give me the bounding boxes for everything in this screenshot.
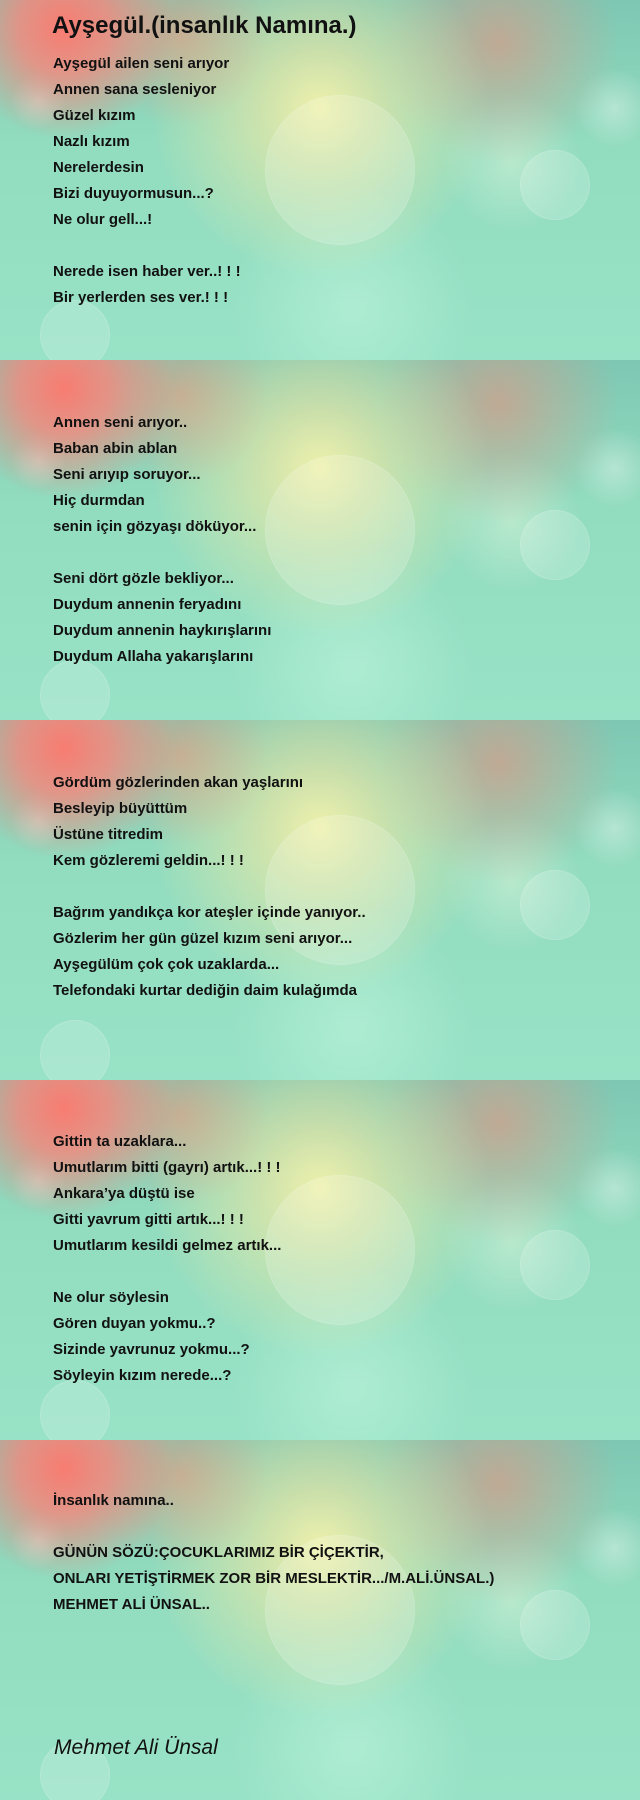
poem-line: Duydum annenin haykırışlarını <box>53 622 272 639</box>
poem-line: İnsanlık namına.. <box>53 1492 174 1509</box>
stanza-block <box>53 51 241 311</box>
bokeh-circle <box>520 150 590 220</box>
poem-panel-2 <box>0 360 640 720</box>
poem-line: Ayşegülüm çok çok uzaklarda... <box>53 956 280 973</box>
poem-line <box>53 540 271 566</box>
bokeh-circle <box>520 510 590 580</box>
poem-line: Bir yerlerden ses ver.! ! ! <box>53 289 229 306</box>
poem-title: Ayşegül.(insanlık Namına.) <box>52 12 357 39</box>
bokeh-circle <box>520 870 590 940</box>
poem-line: Gördüm gözlerinden akan yaşlarını <box>53 774 304 791</box>
poem-line: Ne olur gell...! <box>53 211 153 228</box>
bokeh-circle <box>265 95 415 245</box>
poem-line: Ne olur söylesin <box>53 1289 169 1306</box>
poem-panel-4 <box>0 1080 640 1440</box>
poem-line: MEHMET ALİ ÜNSAL.. <box>53 1596 210 1613</box>
poem-line: Seni dört gözle bekliyor... <box>53 570 234 587</box>
poem-line: Duydum annenin feryadını <box>53 596 242 613</box>
bokeh-circle <box>40 1380 110 1440</box>
poem-line: Güzel kızım <box>53 107 136 124</box>
poem-line: Bizi duyuyormusun...? <box>53 185 214 202</box>
poem-line: Umutlarım bitti (gayrı) artık...! ! ! <box>53 1159 281 1176</box>
poem-line: Duydum Allaha yakarışlarını <box>53 648 254 665</box>
poem-line: Gözlerim her gün güzel kızım seni arıyor... <box>53 930 353 947</box>
stanza-block <box>53 410 271 670</box>
poem-line: Hiç durmdan <box>53 492 145 509</box>
author-name: Mehmet Ali Ünsal <box>54 1736 218 1759</box>
poem-panel-3 <box>0 720 640 1080</box>
poem-line: Gitti yavrum gitti artık...! ! ! <box>53 1211 244 1228</box>
poem-panel-1 <box>0 0 640 360</box>
poem-line: Nerelerdesin <box>53 159 144 176</box>
poem-line: Umutlarım kesildi gelmez artık... <box>53 1237 282 1254</box>
poem-line: Nerede isen haber ver..! ! ! <box>53 263 241 280</box>
poem-line: Bağrım yandıkça kor ateşler içinde yanıyor.. <box>53 904 366 921</box>
poem-line: Nazlı kızım <box>53 133 130 150</box>
poem-line <box>53 233 241 259</box>
bokeh-circle <box>520 1230 590 1300</box>
poem-line: Annen sana sesleniyor <box>53 81 217 98</box>
bokeh-circle <box>265 1175 415 1325</box>
poem-line: Baban abin ablan <box>53 440 178 457</box>
poem-line: Üstüne titredim <box>53 826 164 843</box>
poem-line: Gittin ta uzaklara... <box>53 1133 187 1150</box>
bokeh-circle <box>40 1020 110 1080</box>
poem-line <box>53 874 366 900</box>
poem-line: Seni arıyıp soruyor... <box>53 466 201 483</box>
poem-line: ONLARI YETİŞTİRMEK ZOR BİR MESLEKTİR.../M.ALİ.ÜNSAL.) <box>53 1570 495 1587</box>
stanza-block <box>53 1488 494 1618</box>
poem-line <box>53 1514 494 1540</box>
bokeh-circle <box>265 455 415 605</box>
poem-line: GÜNÜN SÖZÜ:ÇOCUKLARIMIZ BİR ÇİÇEKTİR, <box>53 1544 384 1561</box>
poem-panel-5 <box>0 1440 640 1800</box>
poem-line: Gören duyan yokmu..? <box>53 1315 216 1332</box>
stanza-block <box>53 1129 281 1389</box>
stanza-block <box>53 770 366 1004</box>
poem-line: Sizinde yavrunuz yokmu...? <box>53 1341 250 1358</box>
poem-line: Besleyip büyüttüm <box>53 800 188 817</box>
poem-line: Ayşegül ailen seni arıyor <box>53 55 230 72</box>
poem-line: Ankara’ya düştü ise <box>53 1185 195 1202</box>
poem-line: Kem gözleremi geldin...! ! ! <box>53 852 244 869</box>
bokeh-circle <box>520 1590 590 1660</box>
poem-line: Söyleyin kızım nerede...? <box>53 1367 232 1384</box>
poem-line <box>53 1259 281 1285</box>
poem-line: senin için gözyaşı döküyor... <box>53 518 257 535</box>
poem-line: Telefondaki kurtar dediğin daim kulağımda <box>53 982 357 999</box>
poem-line: Annen seni arıyor.. <box>53 414 188 431</box>
